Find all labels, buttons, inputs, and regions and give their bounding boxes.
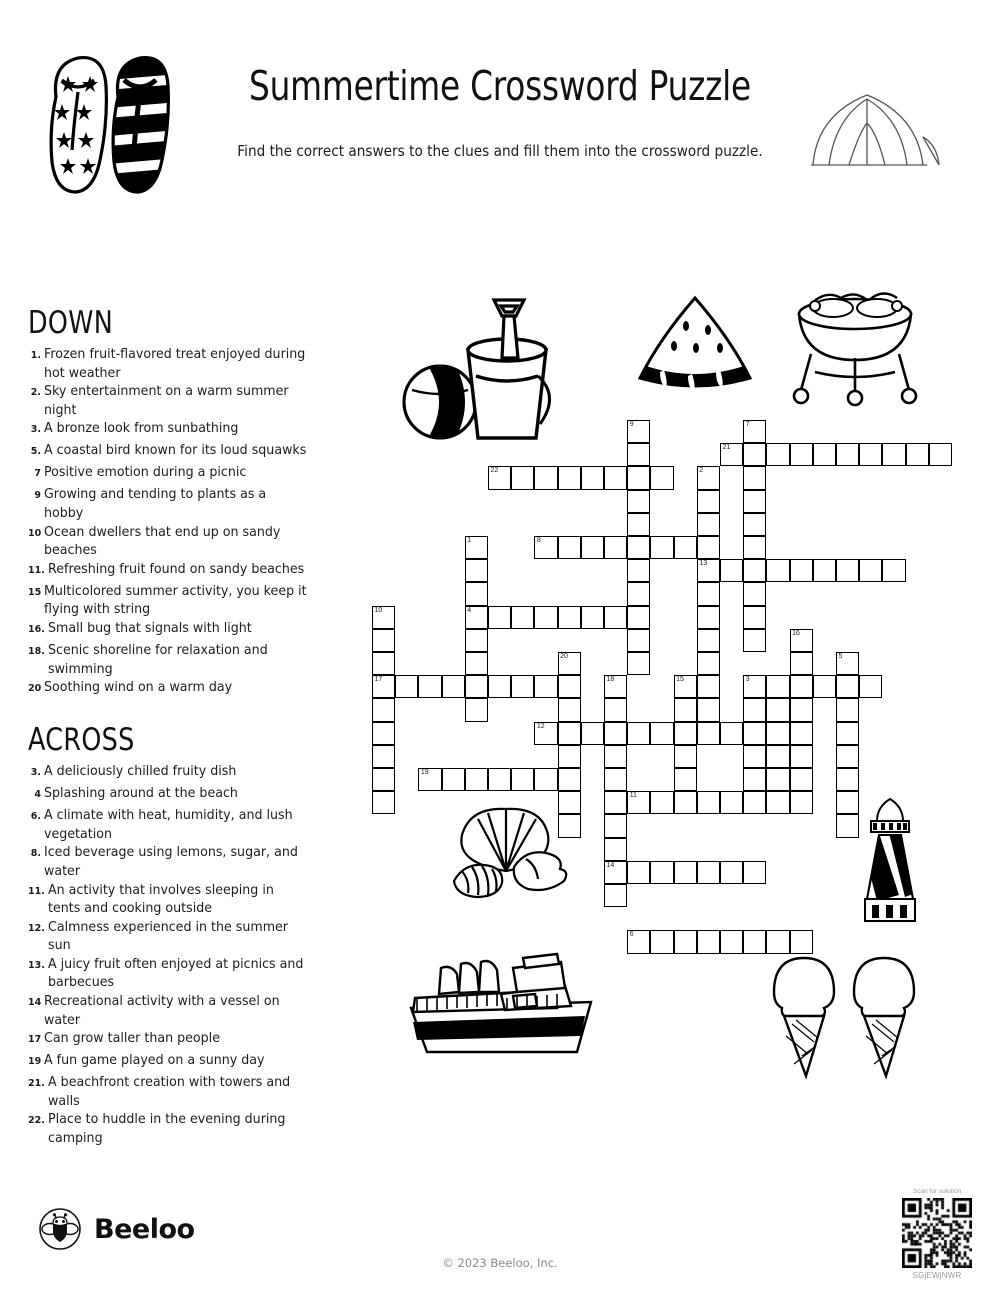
across-clue-list [28,762,328,1148]
crossword-cell[interactable] [465,582,488,605]
clue-text: A deliciously chilled fruity dish [44,763,237,780]
crossword-cell[interactable] [697,559,720,582]
crossword-cell[interactable] [372,606,395,629]
crossword-cell[interactable] [604,838,627,861]
clue-text: Growing and tending to plants as a hobby [44,486,267,521]
crossword-cell[interactable] [604,884,627,907]
crossword-cell[interactable] [790,930,813,953]
clue-item [28,762,328,784]
clue-item [28,345,328,382]
crossword-cell[interactable] [511,466,534,489]
crossword-cell-number: 18 [606,676,615,684]
clue-item [28,806,328,843]
clue-item [28,1110,328,1147]
crossword-cell[interactable] [813,675,836,698]
clue-item [28,1051,328,1073]
clue-item [28,992,328,1029]
crossword-cell[interactable] [766,559,789,582]
crossword-cell[interactable] [534,536,557,559]
clue-item [28,955,328,992]
crossword-cell[interactable] [534,675,557,698]
clue-number: 5. [30,446,41,458]
crossword-cell[interactable] [627,652,650,675]
clue-text: Soothing wind on a warm day [44,679,233,696]
crossword-cell[interactable] [766,675,789,698]
page-footer [0,1175,1000,1294]
crossword-cell[interactable] [442,768,465,791]
crossword-cell-number: 2 [699,467,704,475]
clue-number: 9 [34,490,41,502]
crossword-cell[interactable] [604,768,627,791]
crossword-cell-number: 19 [420,769,429,776]
crossword-cell[interactable] [743,420,766,443]
crossword-cell[interactable] [465,652,488,675]
clue-item [28,441,328,463]
crossword-cell-number: 11 [629,792,637,800]
crossword-cell[interactable] [534,466,557,489]
crossword-cell[interactable] [790,675,813,698]
crossword-cell-number: 10 [374,606,383,614]
clue-number: 11. [28,564,45,576]
crossword-cell[interactable] [558,652,581,675]
clue-item [28,560,328,582]
crossword-cell[interactable] [720,559,743,582]
across-heading: ACROSS [28,722,135,759]
clue-number: 13. [28,959,45,971]
crossword-cell[interactable] [743,559,766,582]
crossword-cell[interactable] [511,675,534,698]
crossword-cell[interactable] [674,722,697,745]
clue-number: 14 [28,997,42,1009]
crossword-cell[interactable] [674,930,697,953]
crossword-cell[interactable] [674,861,697,884]
page-title: Summertime Crossword Puzzle [249,62,751,110]
crossword-cell[interactable] [465,629,488,652]
crossword-cell-number: 8 [536,537,541,544]
crossword-cell[interactable] [465,606,488,629]
clue-text: A climate with heat, humidity, and lush vegetation [44,807,293,842]
crossword-cell[interactable] [465,768,488,791]
crossword-cell[interactable] [674,745,697,768]
clue-text: Can grow taller than people [44,1030,221,1047]
clue-text: Multicolored summer activity, you keep it flying with string [44,582,307,618]
crossword-cell[interactable] [929,443,952,466]
clue-text: An activity that involves sleeping in tents and cooking outside [47,881,274,917]
crossword-cell[interactable] [766,698,789,721]
crossword-cell[interactable] [720,443,743,466]
crossword-cell[interactable] [743,466,766,489]
crossword-cell[interactable] [766,745,789,768]
crossword-cell[interactable] [650,536,673,559]
crossword-cell[interactable] [534,606,557,629]
crossword-cell[interactable] [558,536,581,559]
clue-text: Splashing around at the beach [44,785,238,802]
crossword-cell[interactable] [650,722,673,745]
clue-item [28,523,328,560]
crossword-cell[interactable] [581,606,604,629]
clue-text: A coastal bird known for its loud squawks [44,442,307,459]
beeloo-logo [38,1207,195,1251]
crossword-cell[interactable] [836,768,859,791]
clue-number: 8. [30,848,41,860]
clue-text: Iced beverage using lemons, sugar, and water [44,844,298,879]
clue-number: 15 [28,586,42,598]
crossword-cell[interactable] [906,443,929,466]
crossword-cell[interactable] [558,675,581,698]
crossword-cell[interactable] [627,466,650,489]
crossword-cell[interactable] [836,722,859,745]
crossword-cell[interactable] [534,722,557,745]
crossword-cell[interactable] [790,698,813,721]
clue-number: 16. [28,623,45,635]
clue-text: Ocean dwellers that end up on sandy beaches [44,523,281,559]
clue-item [28,641,328,678]
crossword-cell[interactable] [766,930,789,953]
crossword-cell[interactable] [372,745,395,768]
clue-text: Sky entertainment on a warm summer night [44,383,289,418]
crossword-cell[interactable] [604,814,627,837]
cruise-ship-illustration [405,950,605,1060]
watermelon-slice-illustration [630,290,760,400]
clue-text: Positive emotion during a picnic [44,464,247,481]
crossword-cell[interactable] [442,675,465,698]
crossword-cell[interactable] [743,490,766,513]
clue-number: 22. [28,1115,45,1127]
crossword-cell[interactable] [882,443,905,466]
crossword-cell[interactable] [859,559,882,582]
crossword-cell[interactable] [465,698,488,721]
clue-item [28,419,328,441]
crossword-cell[interactable] [743,629,766,652]
crossword-cell-number: 15 [676,676,684,684]
crossword-cell-number: 21 [722,444,731,452]
crossword-cell[interactable] [720,722,743,745]
qr-caption: Scan for solution [912,1188,962,1195]
crossword-cell[interactable] [813,559,836,582]
crossword-cell[interactable] [558,745,581,768]
crossword-cell[interactable] [674,791,697,814]
crossword-cell[interactable] [674,768,697,791]
crossword-cell[interactable] [558,698,581,721]
crossword-cell[interactable] [604,466,627,489]
crossword-cell[interactable] [627,443,650,466]
clue-item [28,1073,328,1110]
crossword-cell[interactable] [697,652,720,675]
clue-text: Recreational activity with a vessel on water [44,993,280,1028]
crossword-cell[interactable] [697,466,720,489]
crossword-cell[interactable] [604,861,627,884]
crossword-cell[interactable] [558,466,581,489]
crossword-cell[interactable] [488,675,511,698]
crossword-cell[interactable] [395,675,418,698]
crossword-cell[interactable] [558,768,581,791]
crossword-cell[interactable] [836,745,859,768]
crossword-cell[interactable] [882,559,905,582]
crossword-cell[interactable] [372,768,395,791]
crossword-cell[interactable] [859,443,882,466]
crossword-cell[interactable] [720,861,743,884]
crossword-cell[interactable] [372,652,395,675]
crossword-cell[interactable] [836,675,859,698]
crossword-cell[interactable] [790,652,813,675]
down-heading: DOWN [28,305,114,341]
crossword-cell[interactable] [790,791,813,814]
crossword-cell-number: 20 [560,653,568,660]
crossword-cell[interactable] [581,722,604,745]
crossword-cell[interactable] [836,698,859,721]
clue-number: 10 [28,527,42,539]
down-clue-list [28,345,328,700]
crossword-cell-number: 1 [467,537,472,544]
clue-item [28,463,328,485]
crossword-cell-number: 12 [536,722,545,730]
crossword-cell[interactable] [697,930,720,953]
clue-number: 19 [28,1056,42,1068]
clue-number: 12. [28,922,45,934]
crossword-cell[interactable] [697,722,720,745]
crossword-cell[interactable] [743,698,766,721]
crossword-cell-number: 6 [629,931,634,939]
crossword-cell[interactable] [697,536,720,559]
copyright-text: © 2023 Beeloo, Inc. [442,1256,558,1270]
crossword-cell[interactable] [604,675,627,698]
crossword-cell[interactable] [674,698,697,721]
crossword-cell[interactable] [465,536,488,559]
crossword-cell[interactable] [859,675,882,698]
crossword-cell[interactable] [372,675,395,698]
barbecue-grill-illustration [785,268,925,408]
crossword-cell[interactable] [465,559,488,582]
crossword-cell[interactable] [836,791,859,814]
page-header [0,0,1000,215]
clue-item [28,485,328,522]
clue-item [28,1029,328,1051]
clue-text: A bronze look from sunbathing [44,420,239,437]
crossword-cell-number: 14 [606,861,615,869]
clue-item [28,843,328,880]
crossword-cell[interactable] [511,606,534,629]
crossword-cell[interactable] [604,722,627,745]
crossword-cell[interactable] [488,606,511,629]
qr-block [898,1188,976,1280]
crossword-cell[interactable] [743,791,766,814]
clue-item [28,678,328,700]
crossword-cell[interactable] [766,768,789,791]
crossword-cell[interactable] [743,536,766,559]
crossword-cell[interactable] [488,768,511,791]
clue-number: 6. [30,811,41,823]
crossword-cell[interactable] [697,490,720,513]
crossword-cell[interactable] [650,861,673,884]
crossword-cell[interactable] [743,722,766,745]
crossword-cell[interactable] [627,861,650,884]
crossword-cell[interactable] [627,490,650,513]
clue-item [28,881,328,918]
crossword-cell[interactable] [697,791,720,814]
clue-number: 3. [30,767,41,779]
crossword-cell[interactable] [558,606,581,629]
clue-number: 11. [28,885,45,897]
crossword-cell[interactable] [697,606,720,629]
crossword-cell[interactable] [743,582,766,605]
crossword-cell[interactable] [697,698,720,721]
crossword-cell[interactable] [790,559,813,582]
crossword-cell[interactable] [534,768,557,791]
crossword-cell-number: 22 [490,467,499,475]
clue-number: 4 [34,789,41,801]
crossword-cell[interactable] [418,675,441,698]
crossword-cell-number: 7 [745,421,750,428]
crossword-cell[interactable] [511,768,534,791]
clue-text: Scenic shoreline for relaxation and swimming [47,641,268,677]
crossword-cell[interactable] [650,791,673,814]
crossword-cell[interactable] [836,652,859,675]
clue-text: Small bug that signals with light [47,619,252,636]
crossword-cell[interactable] [627,930,650,953]
qr-id-text: SGjEWjNWR [912,1271,962,1280]
crossword-cell[interactable] [674,675,697,698]
clue-text: Place to huddle in the evening during camping [47,1111,286,1147]
crossword-cell[interactable] [790,629,813,652]
crossword-cell[interactable] [372,722,395,745]
crossword-cell[interactable] [790,722,813,745]
crossword-cell[interactable] [650,466,673,489]
crossword-cell[interactable] [766,722,789,745]
crossword-cell[interactable] [790,443,813,466]
clue-item [28,619,328,641]
clue-item [28,582,328,619]
clue-text: Calmness experienced in the summer sun [47,918,288,954]
brand-name: Beeloo [94,1213,195,1245]
crossword-cell[interactable] [627,629,650,652]
clue-text: Frozen fruit-flavored treat enjoyed during hot weather [44,346,306,381]
crossword-cell[interactable] [465,675,488,698]
crossword-cell[interactable] [813,443,836,466]
clue-number: 18. [28,645,45,657]
crossword-cell[interactable] [627,722,650,745]
crossword-cell[interactable] [627,559,650,582]
crossword-cell[interactable] [674,536,697,559]
crossword-cell[interactable] [372,791,395,814]
crossword-cell[interactable] [697,861,720,884]
clue-item [28,382,328,419]
crossword-cell[interactable] [743,606,766,629]
crossword-cell-number: 16 [792,629,800,637]
crossword-cell[interactable] [697,513,720,536]
clue-text: A juicy fruit often enjoyed at picnics and barbecues [47,955,304,991]
crossword-cell[interactable] [743,861,766,884]
crossword-cell[interactable] [604,745,627,768]
crossword-cell-number: 4 [467,606,472,614]
crossword-cell[interactable] [766,443,789,466]
crossword-cell[interactable] [697,629,720,652]
crossword-cell-number: 5 [838,653,843,660]
crossword-cell[interactable] [627,606,650,629]
ice-cream-cones-illustration [760,950,935,1080]
crossword-cell[interactable] [558,722,581,745]
clue-text: Refreshing fruit found on sandy beaches [47,560,305,577]
clue-number: 21. [28,1078,45,1090]
crossword-cell[interactable] [604,536,627,559]
crossword-cell[interactable] [743,930,766,953]
crossword-cell[interactable] [720,791,743,814]
crossword-cell[interactable] [604,791,627,814]
crossword-cell[interactable] [790,768,813,791]
clue-item [28,784,328,806]
crossword-cell[interactable] [836,559,859,582]
crossword-cell-number: 9 [629,421,634,428]
clue-number: 7 [34,468,41,480]
lighthouse-illustration [855,795,925,925]
clue-number: 1. [30,350,41,361]
crossword-cell[interactable] [627,791,650,814]
crossword-cell-number: 13 [699,560,708,568]
clue-text: A beachfront creation with towers and walls [47,1074,290,1109]
crossword-cell[interactable] [836,443,859,466]
crossword-cell-number: 3 [745,676,750,684]
crossword-cell[interactable] [650,930,673,953]
clue-number: 20 [28,683,42,695]
crossword-cell[interactable] [627,420,650,443]
clue-item [28,918,328,955]
crossword-cell[interactable] [743,443,766,466]
clue-number: 2. [30,387,41,399]
crossword-cell[interactable] [604,698,627,721]
crossword-cell[interactable] [766,791,789,814]
bee-logo-icon [38,1207,82,1251]
crossword-cell[interactable] [581,466,604,489]
qr-code-image[interactable] [902,1198,972,1268]
crossword-cell[interactable] [604,606,627,629]
clues-panel [28,305,328,1148]
crossword-cell[interactable] [743,745,766,768]
crossword-cell[interactable] [627,582,650,605]
crossword-cell[interactable] [697,582,720,605]
crossword-cell[interactable] [743,513,766,536]
tent-icon [805,85,945,175]
crossword-cell[interactable] [743,768,766,791]
crossword-cell[interactable] [418,768,441,791]
clue-text: A fun game played on a sunny day [44,1052,265,1069]
clue-number: 17 [28,1034,42,1046]
clue-number: 3. [30,424,41,436]
crossword-cell[interactable] [372,698,395,721]
crossword-cell[interactable] [790,745,813,768]
crossword-cell[interactable] [558,814,581,837]
crossword-cell[interactable] [558,791,581,814]
crossword-cell[interactable] [581,536,604,559]
page-subtitle: Find the correct answers to the clues and fill them into the crossword puzzle. [237,142,763,160]
crossword-cell[interactable] [627,536,650,559]
flip-flops-icon [38,42,183,202]
crossword-cell[interactable] [720,930,743,953]
crossword-cell[interactable] [836,814,859,837]
crossword-cell[interactable] [697,675,720,698]
crossword-cell[interactable] [372,629,395,652]
beach-ball-and-sand-bucket-illustration [398,272,588,442]
crossword-cell[interactable] [743,675,766,698]
crossword-cell[interactable] [488,466,511,489]
crossword-cell[interactable] [627,513,650,536]
crossword-cell-number: 17 [374,676,383,684]
